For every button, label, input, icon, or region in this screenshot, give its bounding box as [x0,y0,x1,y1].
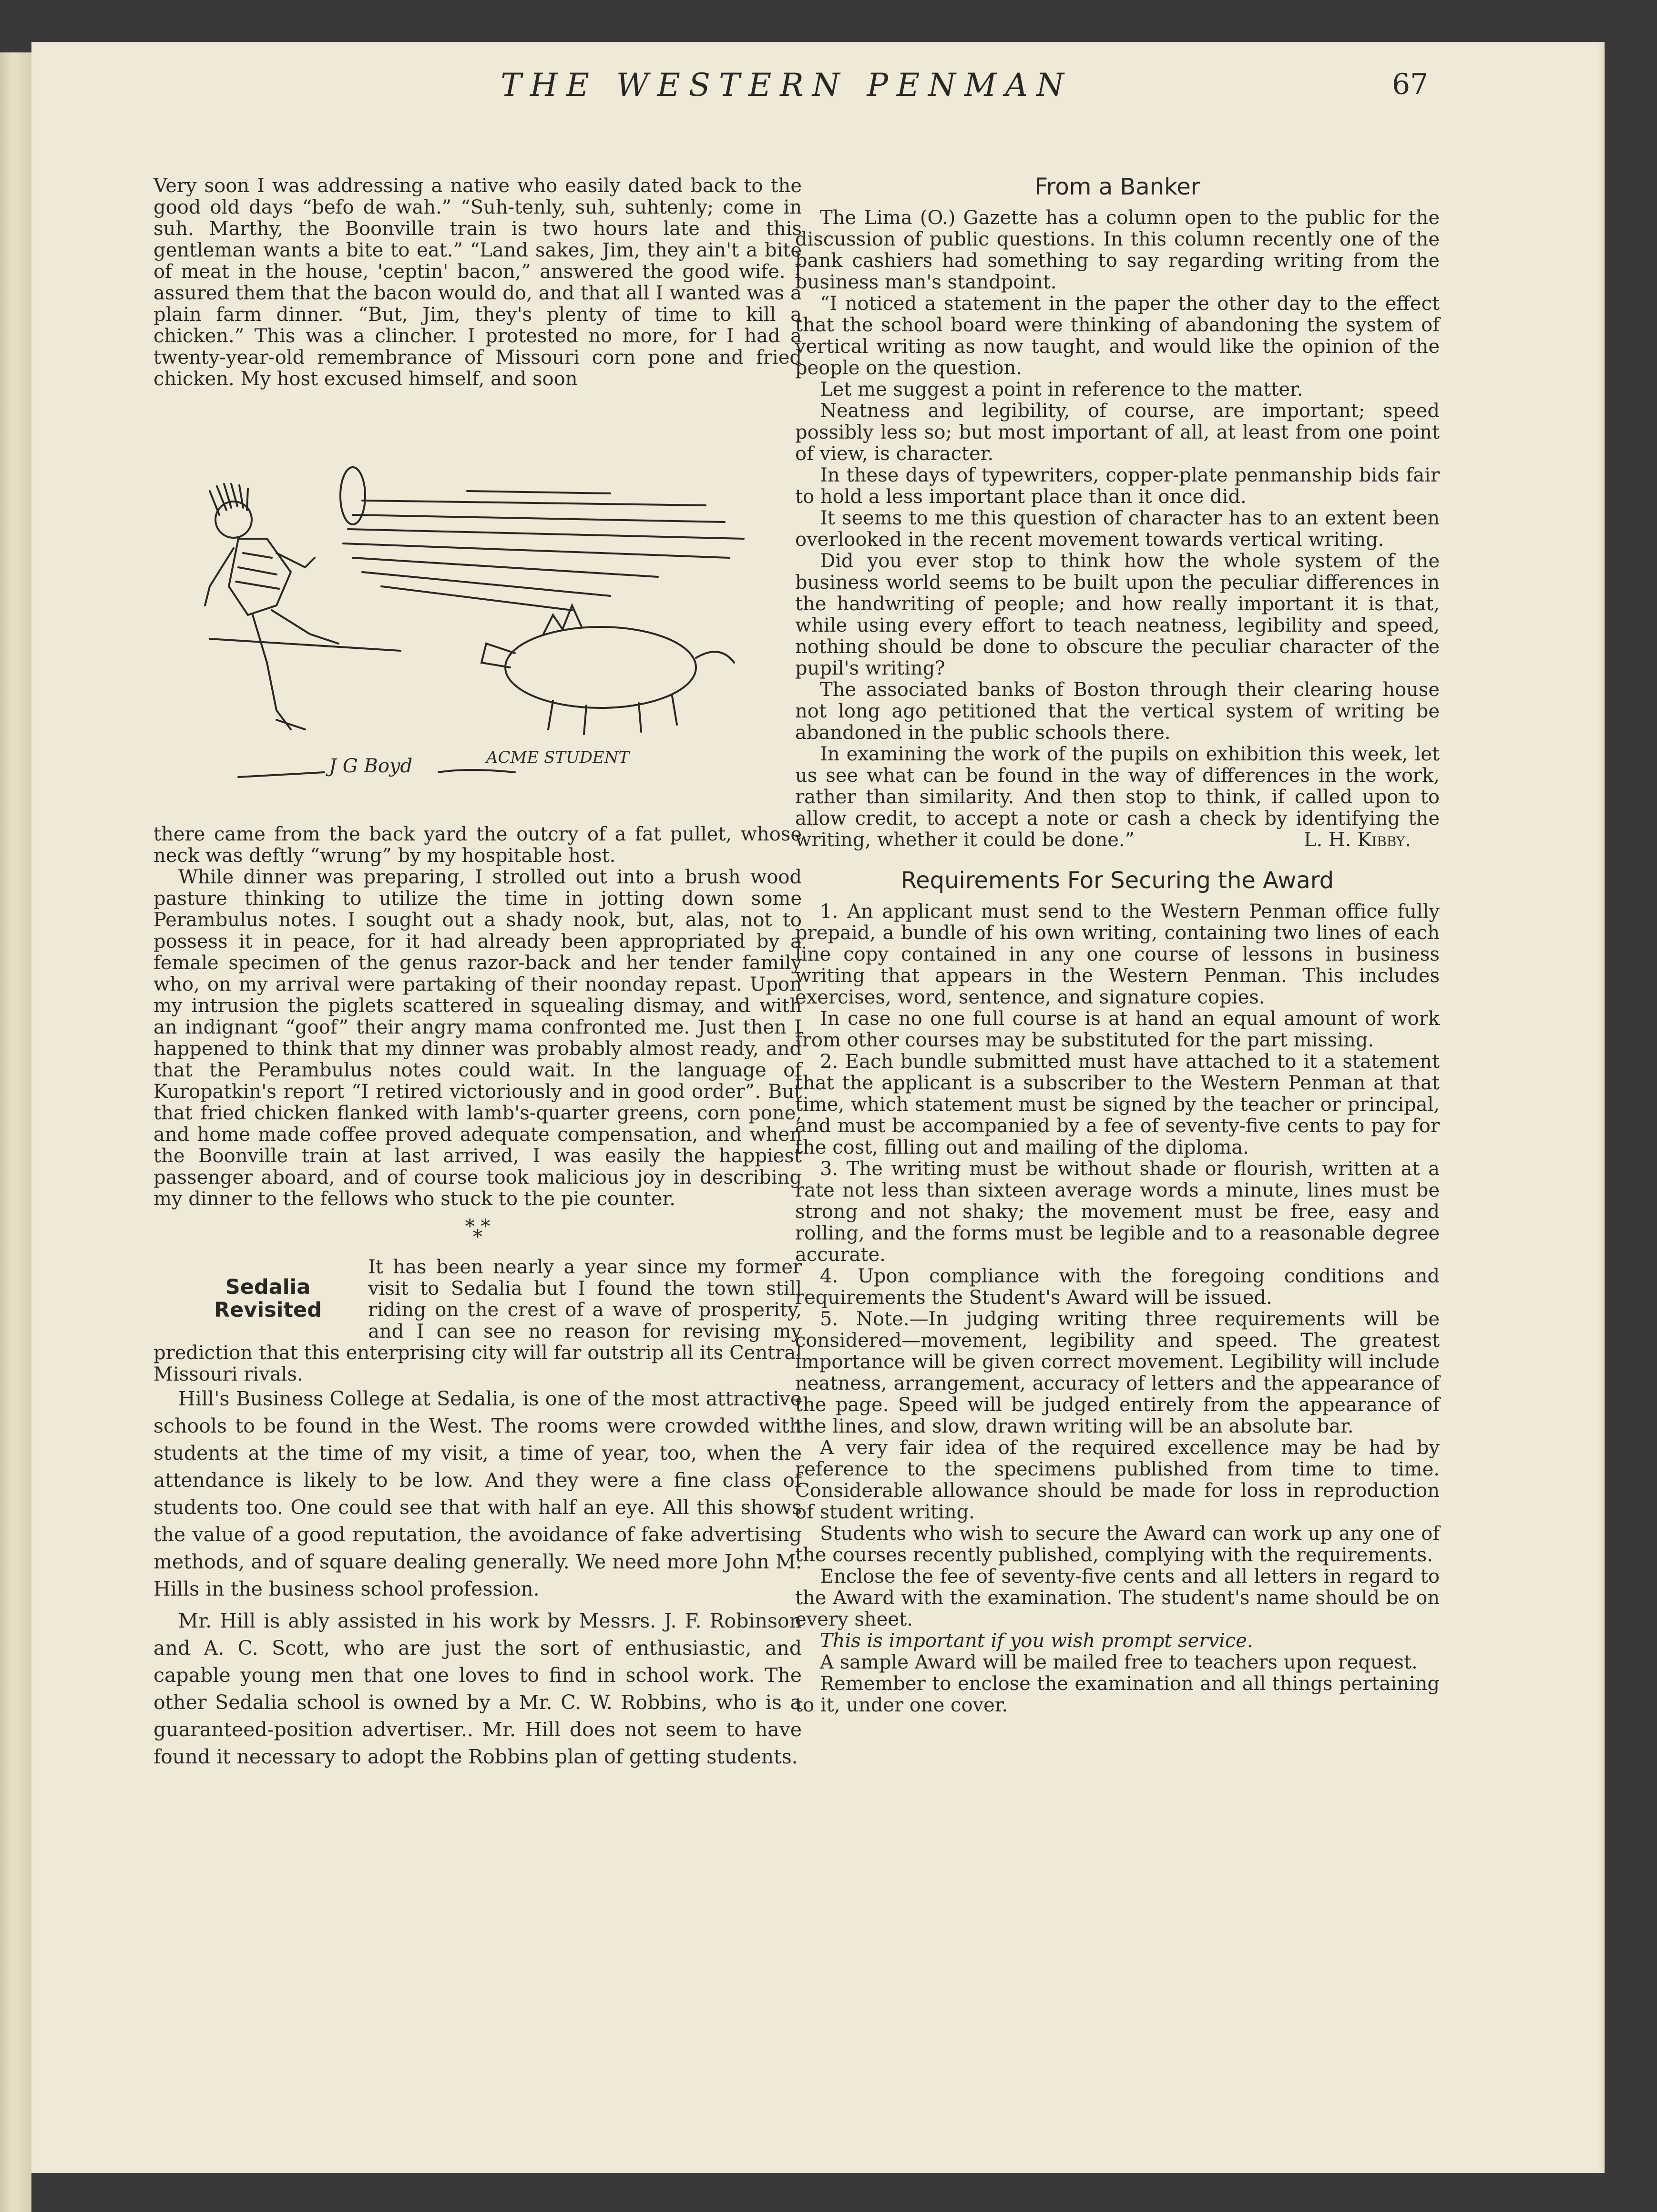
right-column [795,176,1440,1716]
cartoon-svg [181,462,796,796]
illustration-signature: J G Boyd [329,755,413,777]
sidehead-sedalia-revisited: Sedalia Revisited [214,1275,322,1322]
section-separator: * * * [465,1216,491,1248]
paragraph: Hill's Business College at Sedalia, is one of the most attractive schools to be found in the West. The rooms were crowded with students at the time of my visit, a time of year, too, when the attendance is likely to be low. And they were a fine class of students too. One could see that with half an eye. All this shows the value of a good reputation, the avoidance of fake advertising methods, and of square dealing generally. We need more John M. Hills in the business school profession. [153,1387,802,1600]
paragraph: Did you ever stop to think how the whole system of the business world seems to be built upon the peculiar differences in the handwriting of people; and how really important it is that, while using every effort to teach neatness, legibility and speed, nothing should be done to obscure the peculiar character of the pupil's writing? [795,550,1440,679]
running-title: THE WESTERN PENMAN [501,67,1073,103]
cartoon-illustration [181,462,796,796]
paragraph: In case no one full course is at hand an equal amount of work from other courses may be substituted for the part missing. [795,1008,1440,1051]
paragraph: 3. The writing must be without shade or flourish, written at a rate not less than sixteen average words a minute, lines must be strong and not shaky; the movement must be free, easy and rolling, and the forms must be legible and to a reasonable degree accurate. [795,1158,1440,1266]
paragraph: Very soon I was addressing a native who easily dated back to the good old days “befo de wah.” “Suh-tenly, suh, suhtenly; come in suh. Marthy, the Boonville train is two hours late and this gentleman wants a bite to eat.” “Land sakes, Jim, they ain't a bite of meat in the house, 'ceptin' bacon,” answered the good wife. I assured them that the bacon would do, and that all I wanted was a plain farm dinner. “But, Jim, they's plenty of time to kill a chicken.” This was a clincher. I protested no more, for I had a twenty-year-old remembrance of Missouri corn pone and fried chicken. My host excused himself, and soon [153,175,802,390]
paragraph: “I noticed a statement in the paper the other day to the effect that the school board were thinking of abandoning the system of vertical writing as now taught, and would like the opinion of the people on the question. [795,293,1440,379]
book-spine [0,52,31,2212]
paragraph: The Lima (O.) Gazette has a column open to the public for the discussion of public questions. In this column recently one of the bank cashiers had something to say regarding writing from the business man's standpoint. [795,207,1440,293]
paragraph: A very fair idea of the required excellence may be had by reference to the specimens published from time to time. Considerable allowance should be made for loss in reproduction of student writing. [795,1437,1440,1523]
paragraph: 2. Each bundle submitted must have attached to it a statement that the applicant is a subscriber to the Western Penman at that time, which statement must be signed by the teacher or principal, and must be accompanied by a fee of seventy-five cents to pay for the cost, filling out and mailing of the diploma. [795,1051,1440,1158]
important-note: This is important if you wish prompt service. [820,1630,1253,1652]
paragraph: Students who wish to secure the Award can work up any one of the courses recently published, complying with the requirements. [795,1523,1440,1566]
illustration-caption: ACME STUDENT [486,748,630,767]
paragraph: Let me suggest a point in reference to the matter. [820,379,1303,400]
paragraph: In examining the work of the pupils on exhibition this week, let us see what can be found in the way of differences in the work, rather than similarity. And then stop to think, if called upon to allow credit, to accept a note or cash a check by identifying the writing, whether it could be done.” [795,743,1440,851]
paragraph: Mr. Hill is ably assisted in his work by Messrs. J. F. Robinson and A. C. Scott, who are just the sort of enthusiastic, and capable young men that one loves to find in school work. The other Sedalia school is owned by a Mr. C. W. Robbins, who is a guaranteed-position advertiser.. Mr. Hill does not seem to have found it necessary to adopt the Robbins plan of getting students. [153,1609,802,1768]
paragraph: While dinner was preparing, I strolled out into a brush wood pasture thinking to utilize the time in jotting down some Perambulus notes. I sought out a shady nook, but, alas, not to possess it in peace, for it had already been appropriated by a female specimen of the genus razor-back and her tender family who, on my arrival were partaking of their noonday repast. Upon my intrusion the piglets scattered in squealing dismay, and with an indignant “goof” their angry mama confronted me. Just then I happened to think that my dinner was probably almost ready, and that the Perambulus notes could wait. In the language of Kuropatkin's report “I retired victoriously and in good order”. But that fried chicken flanked with lamb's-quarter greens, corn pone, and home made coffee proved adequate compensation, and when the Boonville train at last arrived, I was easily the happiest passenger aboard, and of course took malicious joy in describing my dinner to the fellows who stuck to the pie counter. [153,866,802,1210]
paragraph: 1. An applicant must send to the Western Penman office fully prepaid, a bundle of his own writing, containing two lines of each line copy contained in any one course of lessons in business writing that appears in the Western Penman. This includes exercises, word, sentence, and signature copies. [795,901,1440,1008]
left-column-top [153,175,802,390]
paragraph: It has been nearly a year since my former visit to Sedalia but I found the town still riding on the crest of a wave of prosperity, and I can see no reason for revising my prediction that this enterprising city will far outstrip all its Central Missouri rivals. [153,1256,802,1385]
heading-from-a-banker: From a Banker [1034,174,1200,200]
paragraph: The associated banks of Boston through their clearing house not long ago petitioned that the vertical system of writing be abandoned in the public schools there. [795,679,1440,744]
paragraph: In these days of typewriters, copper-plate penmanship bids fair to hold a less important place than it once did. [795,464,1440,508]
paragraph: Neatness and legibility, of course, are important; speed possibly less so; but most important of all, at least from one point of view, is character. [795,400,1440,465]
paragraph: 5. Note.—In judging writing three requirements will be considered—movement, legibility and speed. The greatest importance will be given correct movement. Legibility will include neatness, arrangement, accuracy of letters and the appearance of the page. Speed will be judged entirely from the appearance of the lines, and slow, drawn writing will be an absolute bar. [795,1308,1440,1437]
page-number: 67 [1392,68,1429,101]
paragraph: Enclose the fee of seventy-five cents and all letters in regard to the Award with the examination. The student's name should be on every sheet. [795,1566,1440,1630]
left-column-bottom [153,824,802,1771]
paragraph: there came from the back yard the outcry of a fat pullet, whose neck was deftly “wrung” by my hospitable host. [153,823,802,867]
paragraph: A sample Award will be mailed free to teachers upon request. [820,1651,1418,1673]
banker-signature: L. H. Kibby. [1303,829,1411,851]
paragraph: Remember to enclose the examination and all things pertaining to it, under one cover. [795,1673,1440,1716]
paragraph: It seems to me this question of character has to an extent been overlooked in the recent movement towards vertical writing. [795,507,1440,551]
heading-requirements-award: Requirements For Securing the Award [900,867,1334,894]
paragraph: 4. Upon compliance with the foregoing conditions and requirements the Student's Award will be issued. [795,1265,1440,1309]
